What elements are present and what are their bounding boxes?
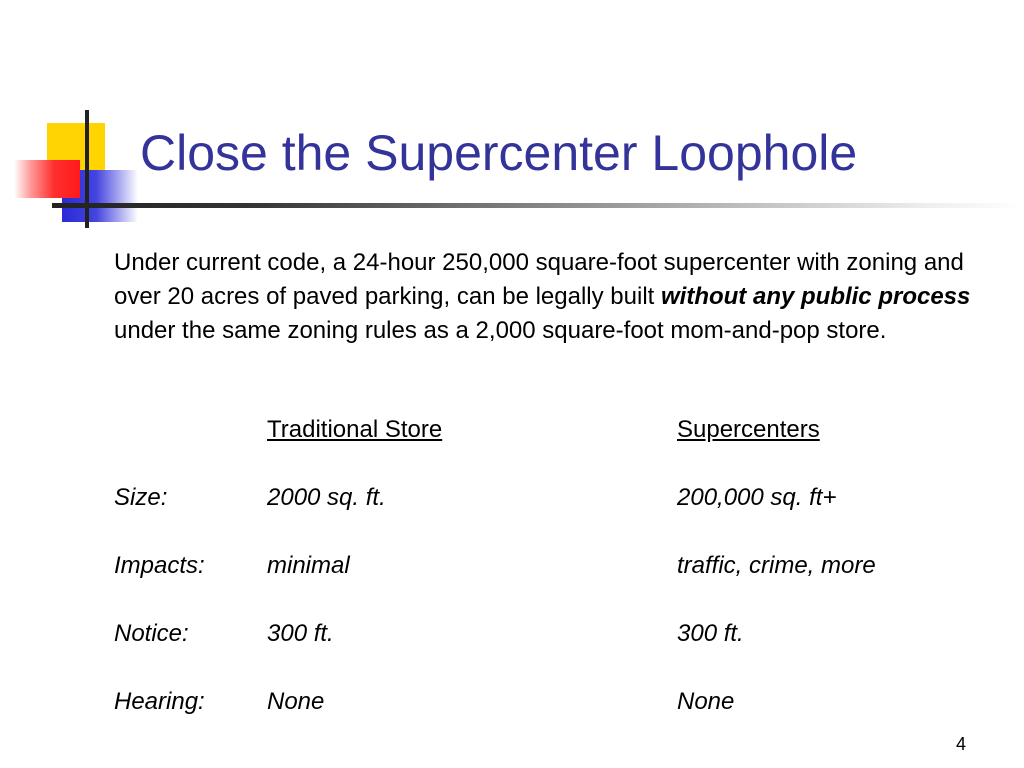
intro-paragraph xyxy=(114,246,994,348)
comparison-row-size xyxy=(0,484,1024,518)
traditional-value: 2000 sq. ft. xyxy=(267,484,386,511)
row-label: Notice: xyxy=(114,620,189,647)
supercenter-value: None xyxy=(677,688,735,715)
decor-red-square xyxy=(14,160,80,198)
comparison-row-hearing xyxy=(0,688,1024,722)
slide-title: Close the Supercenter Loophole xyxy=(140,125,858,181)
supercenter-value: 300 ft. xyxy=(677,620,744,647)
title-underline-rule xyxy=(52,203,1024,208)
intro-text-part2: under the same zoning rules as a 2,000 square-foot mom-and-pop store. xyxy=(114,317,887,344)
intro-emphasis: without any public process xyxy=(661,283,971,310)
row-label: Size: xyxy=(114,484,168,511)
column-header-supercenters: Supercenters xyxy=(677,416,820,443)
column-header-traditional: Traditional Store xyxy=(267,416,443,443)
slide-number: 4 xyxy=(955,734,966,754)
traditional-value: minimal xyxy=(267,552,350,579)
traditional-value: 300 ft. xyxy=(267,620,334,647)
comparison-row-impacts xyxy=(0,552,1024,586)
decor-vertical-line xyxy=(85,110,89,228)
intro-text-part1: Under current code, a 24-hour 250,000 square-foot supercenter with zoning and over 20 acres of paved parking, can be legally built xyxy=(114,249,964,310)
traditional-value: None xyxy=(267,688,325,715)
comparison-row-notice xyxy=(0,620,1024,654)
supercenter-value: 200,000 sq. ft+ xyxy=(677,484,837,511)
row-label: Impacts: xyxy=(114,552,205,579)
supercenter-value: traffic, crime, more xyxy=(677,552,876,579)
row-label: Hearing: xyxy=(114,688,205,715)
